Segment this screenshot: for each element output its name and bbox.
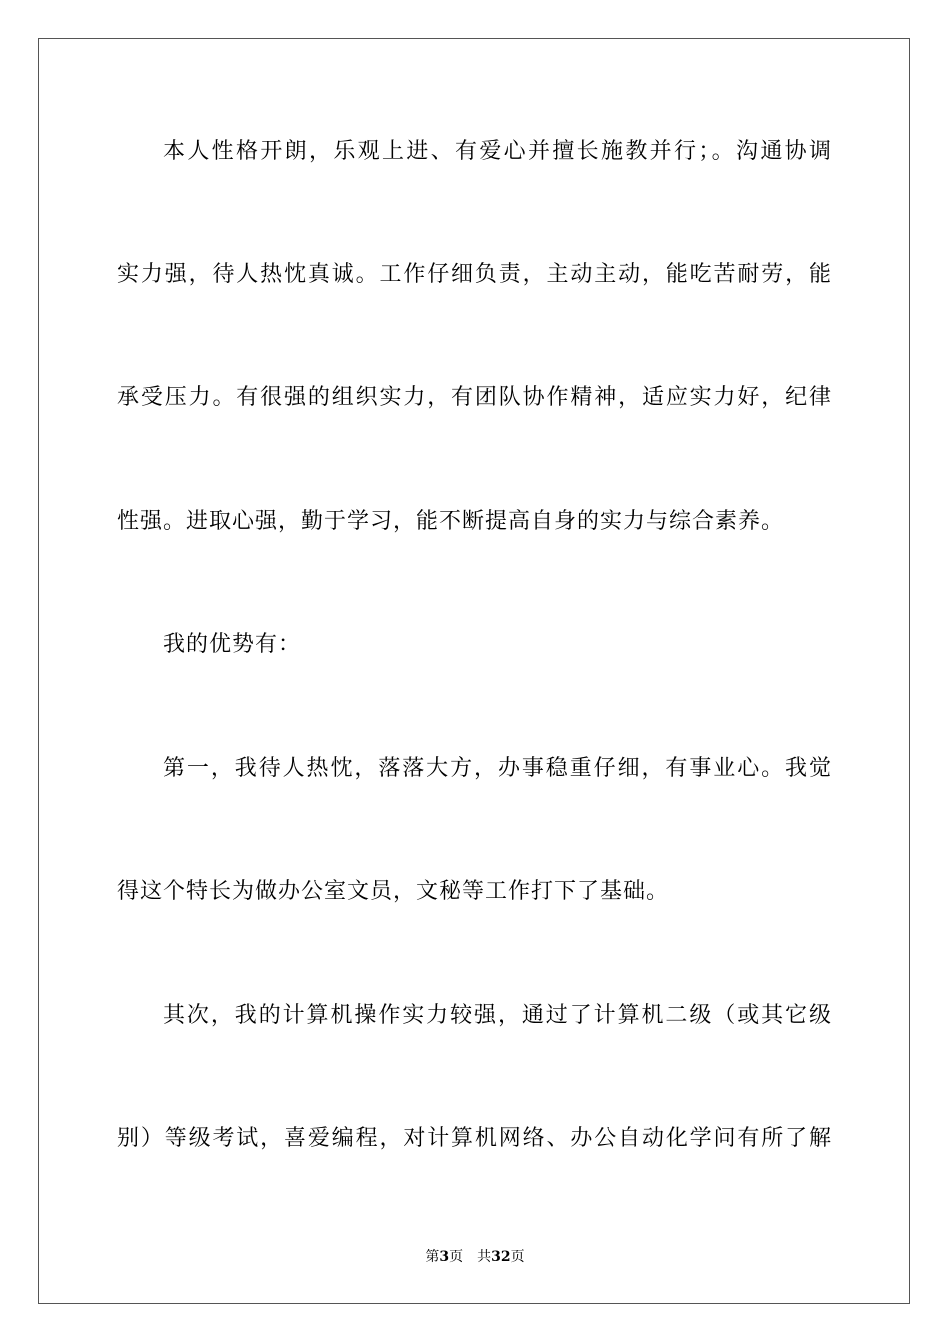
page-total: 32 [491, 1249, 511, 1265]
page-prefix: 第 [425, 1249, 440, 1265]
paragraph-line: 性强。进取心强，勤于学习，能不断提高自身的实力与综合素养。 [117, 509, 785, 534]
paragraph-line: 承受压力。有很强的组织实力，有团队协作精神，适应实力好，纪律 [117, 385, 832, 410]
paragraph-line: 其次，我的计算机操作实力较强，通过了计算机二级（或其它级 [163, 1003, 832, 1028]
page-current: 3 [439, 1249, 450, 1265]
paragraph-line: 得这个特长为做办公室文员，文秘等工作打下了基础。 [117, 879, 670, 904]
paragraph-line: 第一，我待人热忱，落落大方，办事稳重仔细，有事业心。我觉 [163, 756, 832, 781]
paragraph-line: 本人性格开朗，乐观上进、有爱心并擅长施教并行；。沟通协调 [163, 139, 832, 164]
page-border [38, 38, 910, 1304]
total-prefix: 共 [477, 1249, 492, 1265]
paragraph-line: 实力强，待人热忱真诚。工作仔细负责，主动主动，能吃苦耐劳，能 [117, 262, 832, 287]
page-suffix: 页 [449, 1249, 464, 1265]
paragraph-line: 别）等级考试，喜爱编程，对计算机网络、办公自动化学问有所了解 [117, 1126, 832, 1151]
total-suffix: 页 [510, 1249, 525, 1265]
page-footer [0, 1248, 950, 1266]
paragraph-line: 我的优势有： [163, 632, 302, 657]
